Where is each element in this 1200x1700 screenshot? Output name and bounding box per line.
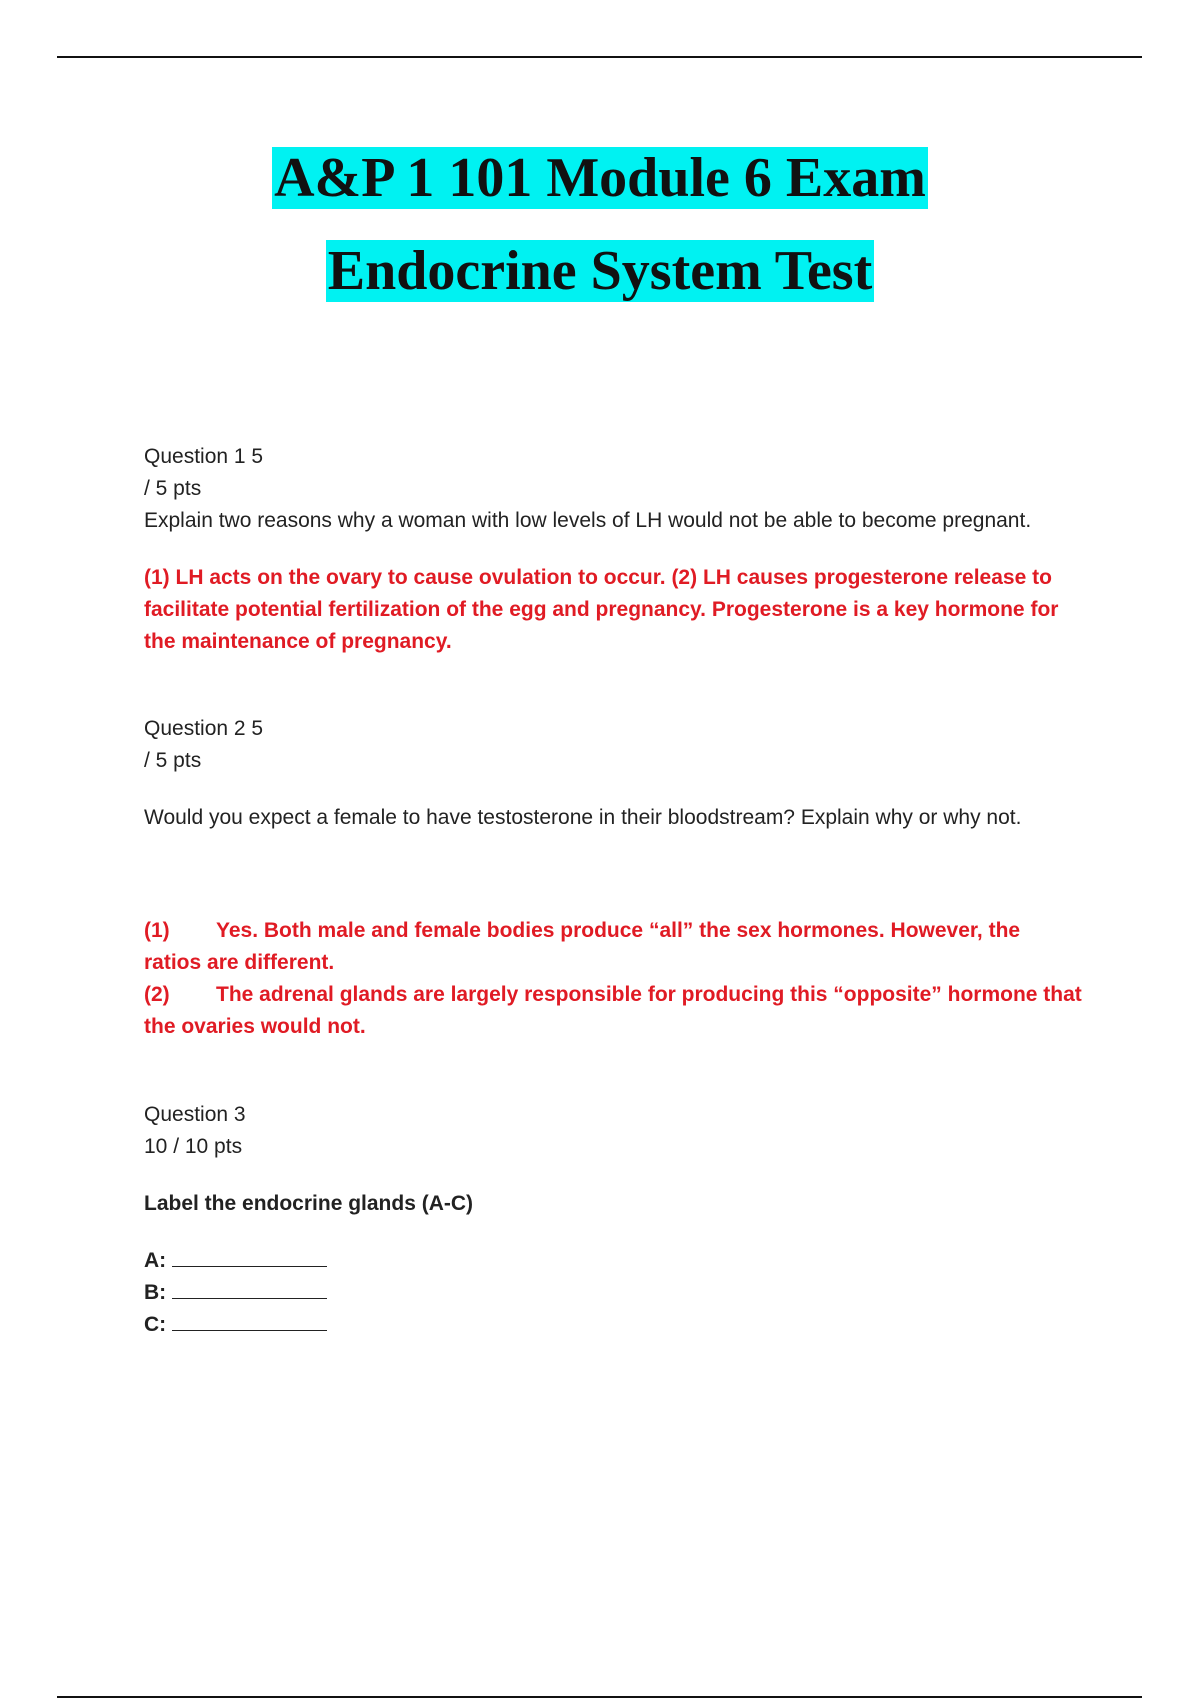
answer-item-2-number: (2)	[144, 983, 170, 1006]
question-1-label: Question 1 5	[144, 445, 264, 468]
title-highlight-2: Endocrine System Test	[327, 240, 873, 302]
question-1	[144, 441, 1094, 537]
blank-row-a	[144, 1245, 1094, 1277]
question-2-points: / 5 pts	[144, 749, 202, 772]
blank-row-b	[144, 1277, 1094, 1309]
answer-line: (1) LH acts on the ovary to cause ovulation to occur. (2) LH causes progesterone release to	[144, 566, 1052, 589]
question-2	[144, 713, 1094, 777]
question-1-prompt: Explain two reasons why a woman with low levels of LH would not be able to become pregnant.	[144, 509, 1032, 532]
header-rule	[57, 56, 1142, 58]
answer-item-2-line-1	[144, 979, 1094, 1011]
blank-line-c	[172, 1312, 327, 1331]
answer-item-1-number: (1)	[144, 919, 170, 942]
blank-line-a	[172, 1248, 327, 1267]
blank-row-c	[144, 1309, 1094, 1341]
answer-item-1-line-2: ratios are different.	[144, 951, 335, 974]
answer-item-2-text: The adrenal glands are largely responsible for producing this “opposite” hormone that	[216, 983, 1082, 1006]
answer-line: facilitate potential fertilization of the egg and pregnancy. Progesterone is a key hormone for	[144, 598, 1059, 621]
blank-line-b	[172, 1280, 327, 1299]
blank-label-c: C:	[144, 1313, 167, 1336]
question-3-points: 10 / 10 pts	[144, 1135, 243, 1158]
question-2-answer	[144, 915, 1094, 1043]
question-2-prompt-block	[144, 802, 1094, 834]
label-blanks	[144, 1245, 1094, 1341]
question-1-answer	[144, 562, 1094, 658]
answer-line: the maintenance of pregnancy.	[144, 630, 452, 653]
answer-item-2-line-2: the ovaries would not.	[144, 1015, 366, 1038]
document-title-line-1	[0, 146, 1200, 210]
answer-item-1-line-1	[144, 915, 1094, 947]
answer-item-1-text: Yes. Both male and female bodies produce “all” the sex hormones. However, the	[216, 919, 1021, 942]
document-title-line-2	[0, 239, 1200, 303]
question-2-prompt: Would you expect a female to have testosterone in their bloodstream? Explain why or why not.	[144, 806, 1022, 829]
question-3-label: Question 3	[144, 1103, 246, 1126]
question-2-label: Question 2 5	[144, 717, 264, 740]
footer-rule	[57, 1696, 1142, 1698]
question-3-prompt-block	[144, 1188, 1094, 1220]
blank-label-b: B:	[144, 1281, 167, 1304]
question-3-prompt: Label the endocrine glands (A-C)	[144, 1192, 474, 1215]
title-highlight-1: A&P 1 101 Module 6 Exam	[274, 147, 926, 209]
question-1-points: / 5 pts	[144, 477, 202, 500]
blank-label-a: A:	[144, 1249, 167, 1272]
question-3	[144, 1099, 1094, 1163]
